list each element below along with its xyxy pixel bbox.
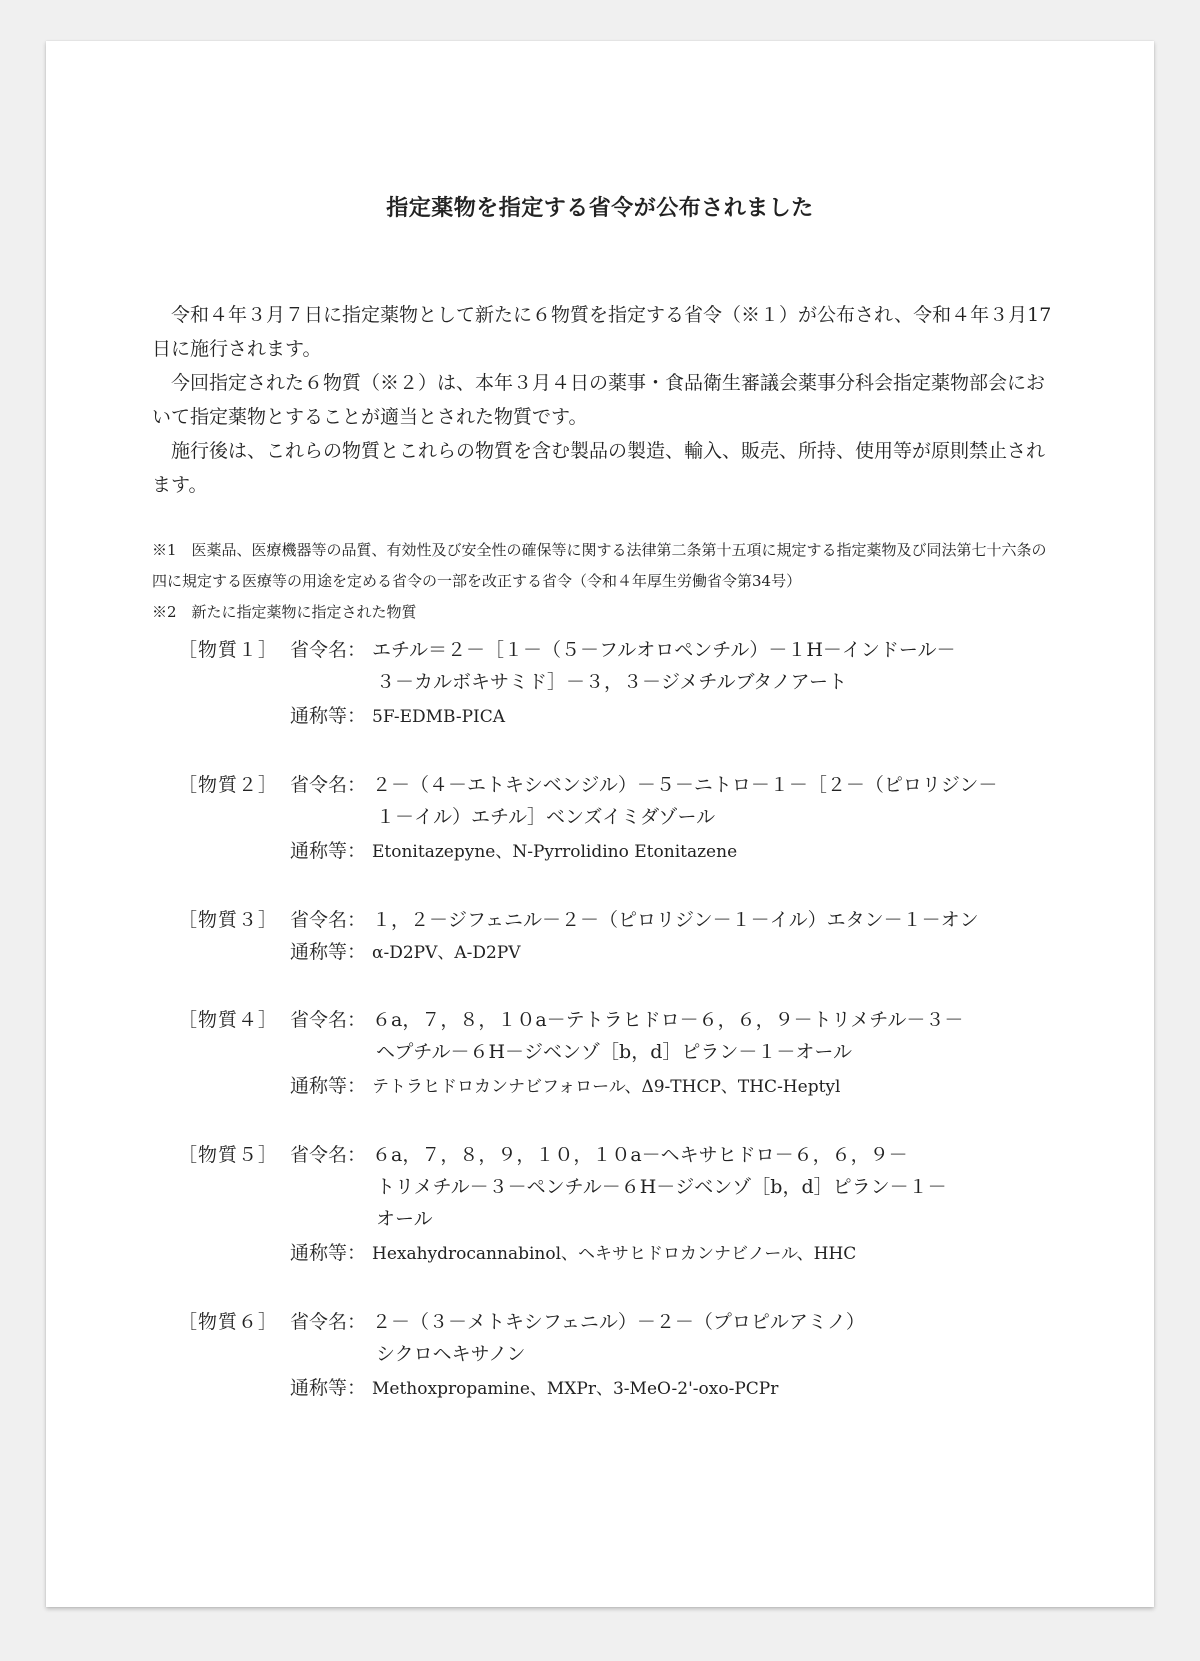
paragraph-1 [152,298,1056,366]
official-name-line: ３－カルボキサミド］－３，３－ジメチルブタノアート [376,671,848,693]
footnote-2: ※2 新たに指定薬物に指定された物質 [152,603,417,621]
common-name-row [290,1238,856,1265]
common-name-value: α-D2PV、A-D2PV [372,943,521,963]
common-name-row [290,836,737,863]
paragraph-3 [152,434,1056,502]
official-name-label: 省令名： [290,1144,367,1166]
substance-label: ［物質３］ [178,909,279,931]
official-name-line: ６a，７，８，９，１０，１０a－ヘキサヒドロ－６，６，９－ [372,1144,908,1166]
official-name-row [290,1140,908,1167]
common-name-row [290,701,505,728]
official-name-line: トリメチル－３－ペンチル－６H－ジベンゾ［b，d］ピラン－１－ [376,1176,947,1198]
common-name-value: Methoxpropamine、MXPr、3-MeO-2'-oxo-PCPr [372,1379,779,1399]
substance-label: ［物質６］ [178,1311,279,1333]
paragraph-1-text: 令和４年３月７日に指定薬物として新たに６物質を指定する省令（※１）が公布され、令和４年３月17日に施行されます。 [152,304,1052,360]
official-name-line: １－イル）エチル］ベンズイミダゾール [376,806,716,828]
substance-label: ［物質１］ [178,639,279,661]
official-name-row [290,635,956,662]
official-name-label: 省令名： [290,1311,367,1333]
official-name-row [290,1307,865,1334]
official-name-row [290,1005,963,1032]
common-name-value: 5F-EDMB-PICA [372,707,506,727]
common-name-row [290,1373,778,1400]
common-name-label: 通称等： [290,1075,367,1097]
official-name-label: 省令名： [290,1009,367,1031]
substance-label: ［物質４］ [178,1009,279,1031]
paragraph-2-text: 今回指定された６物質（※２）は、本年３月４日の薬事・食品衛生審議会薬事分科会指定薬物部会において指定薬物とすることが適当とされた物質です。 [152,372,1046,428]
official-name-line: シクロヘキサノン [376,1343,526,1365]
paragraph-3-text: 施行後は、これらの物質とこれらの物質を含む製品の製造、輸入、販売、所持、使用等が原則禁止されます。 [152,440,1046,496]
official-name-line: ヘプチル－６H－ジベンゾ［b，d］ピラン－１－オール [376,1041,852,1063]
official-name-row [290,905,979,932]
common-name-label: 通称等： [290,941,367,963]
official-name-label: 省令名： [290,639,367,661]
common-name-value: Hexahydrocannabinol、ヘキサヒドロカンナビノール、HHC [372,1244,857,1264]
document-page [46,41,1154,1607]
substance-label: ［物質５］ [178,1144,279,1166]
official-name-label: 省令名： [290,774,367,796]
common-name-label: 通称等： [290,840,367,862]
common-name-label: 通称等： [290,1377,367,1399]
official-name-row [290,770,997,797]
footnote-1: ※1 医薬品、医療機器等の品質、有効性及び安全性の確保等に関する法律第二条第十五項に規定する指定薬物及び同法第七十六条の四に規定する医療等の用途を定める省令の一部を改正する省令（令和４年厚生労働省令第34号） [152,541,1047,590]
substance-label: ［物質２］ [178,774,279,796]
common-name-row [290,1071,840,1098]
common-name-value: テトラヒドロカンナビフォロール、Δ9-THCP、THC-Heptyl [372,1077,841,1097]
official-name-line: エチル＝２－［１－（５－フルオロペンチル）－１H－インドール－ [372,639,956,661]
official-name-line: ２－（３－メトキシフェニル）－２－（プロピルアミノ） [372,1311,865,1333]
common-name-label: 通称等： [290,705,367,727]
official-name-line: オール [376,1208,433,1230]
common-name-value: Etonitazepyne、N-Pyrrolidino Etonitazene [372,842,738,862]
footnotes [152,535,1056,628]
official-name-line: ６a，７，８，１０a－テトラヒドロ－６，６，９－トリメチル－３－ [372,1009,964,1031]
document-title: 指定薬物を指定する省令が公布されました [386,196,814,221]
paragraph-2 [152,366,1056,434]
announcement-body [152,298,1056,502]
official-name-label: 省令名： [290,909,367,931]
official-name-line: ２－（４－エトキシベンジル）－５－ニトロ－１－［２－（ピロリジン－ [372,774,998,796]
common-name-row [290,937,521,964]
common-name-label: 通称等： [290,1242,367,1264]
official-name-line: １，２－ジフェニル－２－（ピロリジン－１－イル）エタン－１－オン [372,909,979,931]
